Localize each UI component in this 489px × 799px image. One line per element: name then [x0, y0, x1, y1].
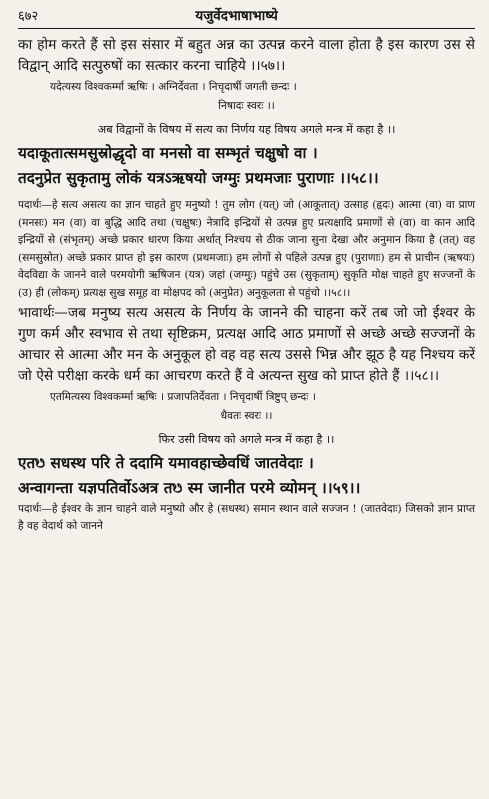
mantra-58-padartha: पदार्थः—हे सत्य असत्य का ज्ञान चाहते हुए मनुष्यो ! तुम लोग (यत्) जो (आकूतात्) उत्साह (हृदः) आत्मा (वा) वा प्राण (मनसः) मन (वा) वा बुद्धि आदि तथा (चक्षुषः) नेत्रादि इन्द्रियों से उत्पन्न हुए प्रत्यक्षादि प्रमाणों से (वा) वा कान आदि इन्द्रियों से (संभृतम्) अच्छे प्रकार धारण किया अर्थात् निश्चय से ठीक जाना सुना देखा और अनुमान किया है (तत्) वह (समसुस्रोत) अच्छे प्रकार प्राप्त हो इस कारण (प्रथमजाः) हम लोगों से पहिले उत्पन्न हुए (पुराणाः) हम से प्राचीन (ऋषयः) वेदविद्या के जानने वाले परमयोगी ऋषिजन (यत्र) जहां (जग्मुः) पहुंचे उस (सुकृताम्) सुकृति मोक्ष चाहते हुए सज्जनों के (उ) ही (लोकम्) प्रत्यक्ष सुख समूह वा मोक्षपद को (अनुप्रेत) अनुकूलता से पहुंचो ।।५८।। [18, 199, 475, 299]
book-title: यजुर्वेदभाषाभाष्ये [195, 8, 278, 24]
mantra-59-line-2: अन्वागन्ता यज्ञपतिर्वोऽअत्र तᳫ स्म जानीत परमे व्योमन् ।।५९।। [18, 478, 361, 497]
mantra-58-line-2: तदनुप्रेत सुकृतामु लोकं यत्रऽऋषयो जग्मुः प्रथमजाः पुराणाः ।।५८।। [18, 169, 379, 187]
previous-bhavartha: का होम करते हैं सो इस संसार में बहुत अन्न का उत्पन्न करने वाला होता है इस कारण उस से विद्वान् आदि सत्पुरुषों का सत्कार करना चाहिये ।।५७।। [18, 37, 475, 74]
mantra-58-svara: निषादः स्वरः ।। [218, 100, 275, 112]
page-number: ६७२ [18, 9, 39, 24]
mantra-59-line-1: एतᳫ सधस्थ परि ते ददामि यमावहाच्छेवधिं जातवेदाः । [18, 453, 314, 472]
mantra-59-svara: धैवतः स्वरः ।। [220, 409, 273, 422]
mantra-58-intro: अब विद्वानों के विषय में सत्य का निर्णय यह विषय अगले मन्त्र में कहा है ।। [97, 123, 396, 136]
mantra-58-line-1: यदाकूतात्समसुस्रोद्धृदो वा मनसो वा सम्भृतं चक्षुषो वा । [18, 144, 318, 162]
mantra-59-intro: फिर उसी विषय को अगले मन्त्र में कहा है ।। [158, 432, 335, 446]
mantra-58-bhavartha: भावार्थः—जब मनुष्य सत्य असत्य के निर्णय के जानने की चाहना करें तब जो जो ईश्वर के गुण कर्म और स्वभाव से तथा सृष्टिक्रम, प्रत्यक्ष आदि आठ प्रमाणों से अच्छे अच्छे सज्जनों के आचार से आत्मा और मन के अनुकूल हो वह वह सत्य उससे भिन्न और झूठ है यह निश्चय करें जो ऐसे परीक्षा करके धर्म का आचरण करते हैं वे अत्यन्त सुख को प्राप्त होते हैं ।।५८।। [18, 304, 475, 384]
mantra-59-rishi-devata-chhanda: एतमित्यस्य विश्वकर्म्मा ऋषिः । प्रजापतिर्देवता । निचृदार्षी त्रिष्टुप् छन्दः । [50, 390, 316, 403]
header-rule [18, 28, 475, 29]
mantra-59-padartha: पदार्थः—हे ईश्वर के ज्ञान चाहने वाले मनुष्यो और हे (सधस्थ) समान स्थान वाले सज्जन ! (जातवेदाः) जिसको ज्ञान प्राप्त है वह वेदार्थ को जानने [18, 502, 475, 533]
mantra-58-rishi-devata-chhanda: यदेत्यस्य विश्वकर्म्मा ऋषिः । अग्निर्देवता । निचृदार्षी जगती छन्दः । [50, 81, 297, 93]
page-header [18, 0, 475, 24]
